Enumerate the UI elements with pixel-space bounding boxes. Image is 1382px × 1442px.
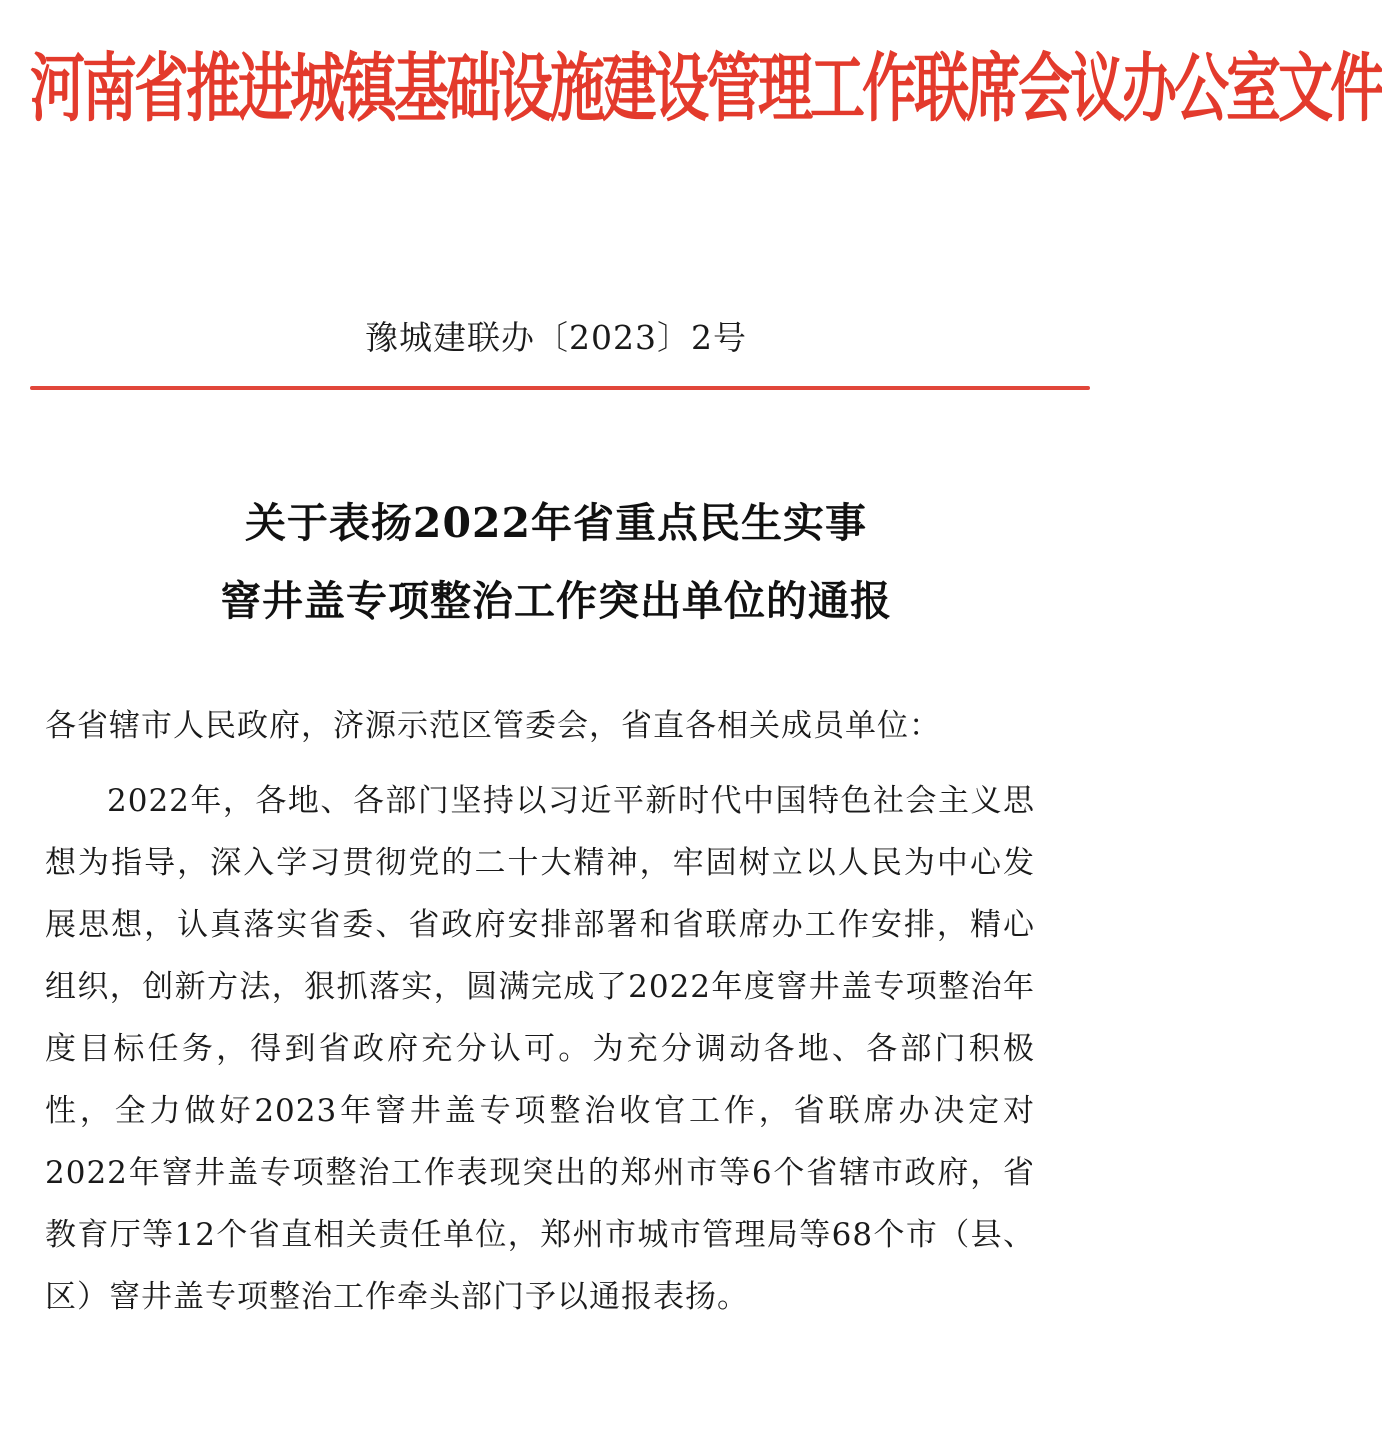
red-divider-line [30,386,1090,390]
document-number: 豫城建联办〔2023〕2号 [365,318,747,357]
document-title-line-2: 窨井盖专项整治工作突出单位的通报 [220,577,892,625]
body-paragraph: 2022年，各地、各部门坚持以习近平新时代中国特色社会主义思想为指导，深入学习贯彻党的二十大精神，牢固树立以人民为中心发展思想，认真落实省委、省政府安排部署和省联席办工作安排，精心组织，创新方法，狠抓落实，圆满完成了2022年度窨井盖专项整治年度目标任务，得到省政府充分认可。为充分调动各地、各部门积极性，全力做好2023年窨井盖专项整治收官工作，省联席办决定对2022年窨井盖专项整治工作表现突出的郑州市等6个省辖市政府，省教育厅等12个省直相关责任单位，郑州市城市管理局等68个市（县、区）窨井盖专项整治工作牵头部门予以通报表扬。 [45,783,1035,1315]
issuer-header: 河南省推进城镇基础设施建设管理工作联席会议办公室文件 [30,43,1382,132]
salutation: 各省辖市人民政府，济源示范区管委会，省直各相关成员单位： [45,708,941,744]
document-title-line-1: 关于表扬2022年省重点民生实事 [244,499,868,547]
bleed-through-shadow [0,200,1112,244]
